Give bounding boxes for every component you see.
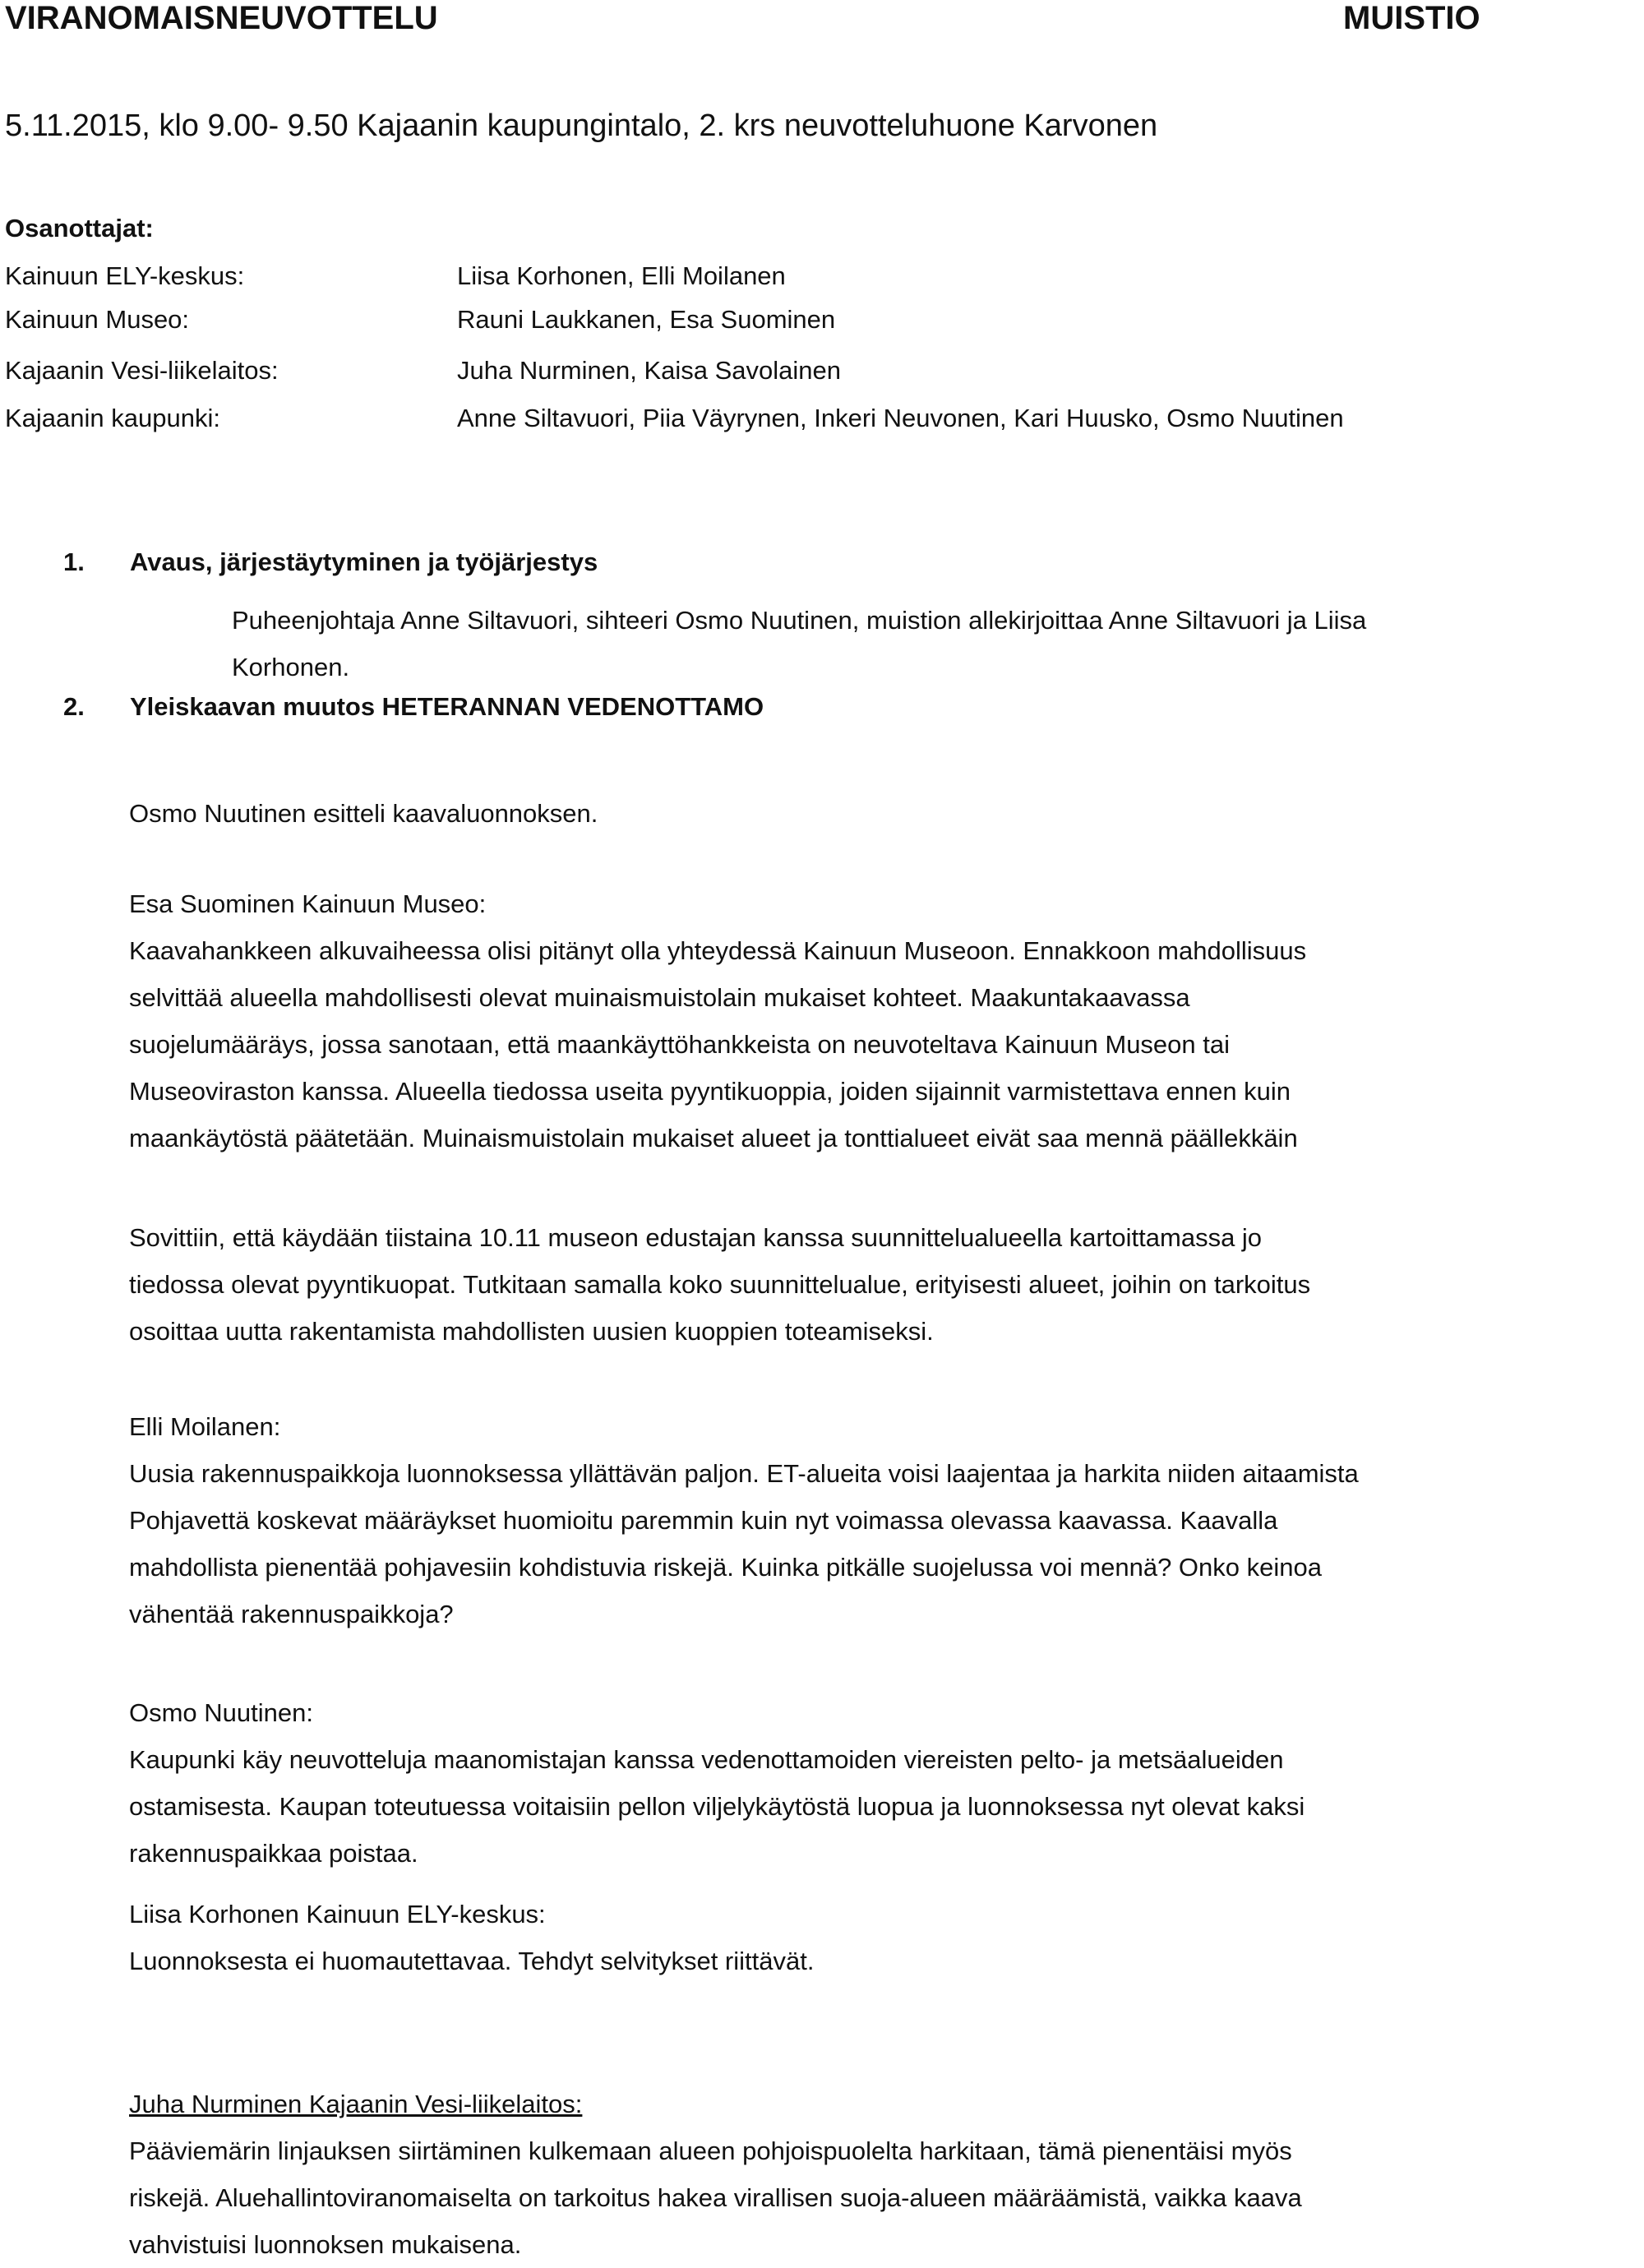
participant-organization: Kajaanin Vesi-liikelaitos: [5, 356, 279, 385]
body-line: Museoviraston kanssa. Alueella tiedossa useita pyyntikuoppia, joiden sijainnit varmistettava ennen kuin [129, 1077, 1291, 1106]
body-line: Pohjavettä koskevat määräykset huomioitu paremmin kuin nyt voimassa olevassa kaavassa. Kaavalla [129, 1506, 1278, 1535]
body-line: selvittää alueella mahdollisesti olevat muinaismuistolain mukaiset kohteet. Maakuntakaavassa [129, 983, 1190, 1012]
document-header-title: VIRANOMAISNEUVOTTELU [5, 0, 438, 36]
agenda-item-title: Avaus, järjestäytyminen ja työjärjestys [130, 547, 598, 576]
participant-names: Rauni Laukkanen, Esa Suominen [457, 305, 836, 334]
body-line: Pääviemärin linjauksen siirtäminen kulkemaan alueen pohjoispuolelta harkitaan, tämä pienentäisi myös [129, 2136, 1292, 2165]
participant-organization: Kainuun ELY-keskus: [5, 261, 245, 290]
speaker-heading: Osmo Nuutinen: [129, 1698, 313, 1727]
speaker-heading: Juha Nurminen Kajaanin Vesi-liikelaitos: [129, 2090, 583, 2118]
paragraph [129, 790, 598, 837]
participant-organization: Kajaanin kaupunki: [5, 404, 220, 432]
agenda-item-number: 1. [63, 547, 85, 576]
participant-names: Juha Nurminen, Kaisa Savolainen [457, 356, 841, 385]
body-line: osoittaa uutta rakentamista mahdollisten uusien kuoppien toteamiseksi. [129, 1317, 934, 1346]
body-line: Puheenjohtaja Anne Siltavuori, sihteeri Osmo Nuutinen, muistion allekirjoittaa Anne Siltavuori ja Liisa [232, 606, 1367, 635]
participant-names: Anne Siltavuori, Piia Väyrynen, Inkeri Neuvonen, Kari Huusko, Osmo Nuutinen [457, 404, 1344, 432]
meeting-info-line: 5.11.2015, klo 9.00- 9.50 Kajaanin kaupungintalo, 2. krs neuvotteluhuone Karvonen [5, 109, 1158, 143]
body-line: rakennuspaikkaa poistaa. [129, 1839, 418, 1868]
body-line: vahvistuisi luonnoksen mukaisena. [129, 2230, 522, 2259]
body-line: mahdollista pienentää pohjavesiin kohdistuvia riskejä. Kuinka pitkälle suojelussa voi mennä? Onko keinoa [129, 1553, 1322, 1582]
body-line: Sovittiin, että käydään tiistaina 10.11 museon edustajan kanssa suunnittelualueella kartoittamassa jo [129, 1223, 1263, 1252]
speaker-heading: Esa Suominen Kainuun Museo: [129, 889, 487, 918]
body-line: maankäytöstä päätetään. Muinaismuistolain mukaiset alueet ja tonttialueet eivät saa mennä päällekkäin [129, 1124, 1298, 1152]
body-line: riskejä. Aluehallintoviranomaiselta on tarkoitus hakea virallisen suoja-alueen määräämistä, vaikka kaava [129, 2183, 1302, 2212]
agenda-item-body [232, 597, 1644, 691]
participant-names: Liisa Korhonen, Elli Moilanen [457, 261, 786, 290]
body-line: ostamisesta. Kaupan toteutuessa voitaisiin pellon viljelykäytöstä luopua ja luonnoksessa nyt olevat kaksi [129, 1792, 1305, 1821]
speaker-heading: Liisa Korhonen Kainuun ELY-keskus: [129, 1900, 546, 1928]
paragraph [129, 1214, 1310, 1355]
agenda-item-number: 2. [63, 692, 85, 721]
body-line: Uusia rakennuspaikkoja luonnoksessa yllättävän paljon. ET-alueita voisi laajentaa ja harkita niiden aitaamista [129, 1459, 1359, 1488]
body-line: Luonnoksesta ei huomautettavaa. Tehdyt selvitykset riittävät. [129, 1947, 815, 1975]
body-line: Korhonen. [232, 653, 350, 681]
paragraph [129, 880, 1306, 1162]
agenda-item-title: Yleiskaavan muutos HETERANNAN VEDENOTTAMO [130, 692, 764, 721]
body-line: Kaavahankkeen alkuvaiheessa olisi pitänyt olla yhteydessä Kainuun Museoon. Ennakkoon mahdollisuus [129, 936, 1307, 965]
speaker-heading: Elli Moilanen: [129, 1412, 281, 1441]
body-line: Osmo Nuutinen esitteli kaavaluonnoksen. [129, 799, 598, 828]
paragraph [129, 1689, 1305, 1877]
participants-heading: Osanottajat: [5, 214, 154, 243]
body-line: tiedossa olevat pyyntikuopat. Tutkitaan samalla koko suunnittelualue, erityisesti alueet, joihin on tarkoitus [129, 1270, 1311, 1299]
body-line: suojelumääräys, jossa sanotaan, että maankäyttöhankkeista on neuvoteltava Kainuun Museon tai [129, 1030, 1231, 1059]
participant-organization: Kainuun Museo: [5, 305, 190, 334]
paragraph [129, 1403, 1359, 1637]
body-line: Kaupunki käy neuvotteluja maanomistajan kanssa vedenottamoiden viereisten pelto- ja metsäalueiden [129, 1745, 1284, 1774]
paragraph [129, 2081, 1302, 2268]
paragraph [129, 1891, 814, 1984]
document-type-label: MUISTIO [1343, 0, 1480, 36]
body-line: vähentää rakennuspaikkoja? [129, 1600, 454, 1628]
